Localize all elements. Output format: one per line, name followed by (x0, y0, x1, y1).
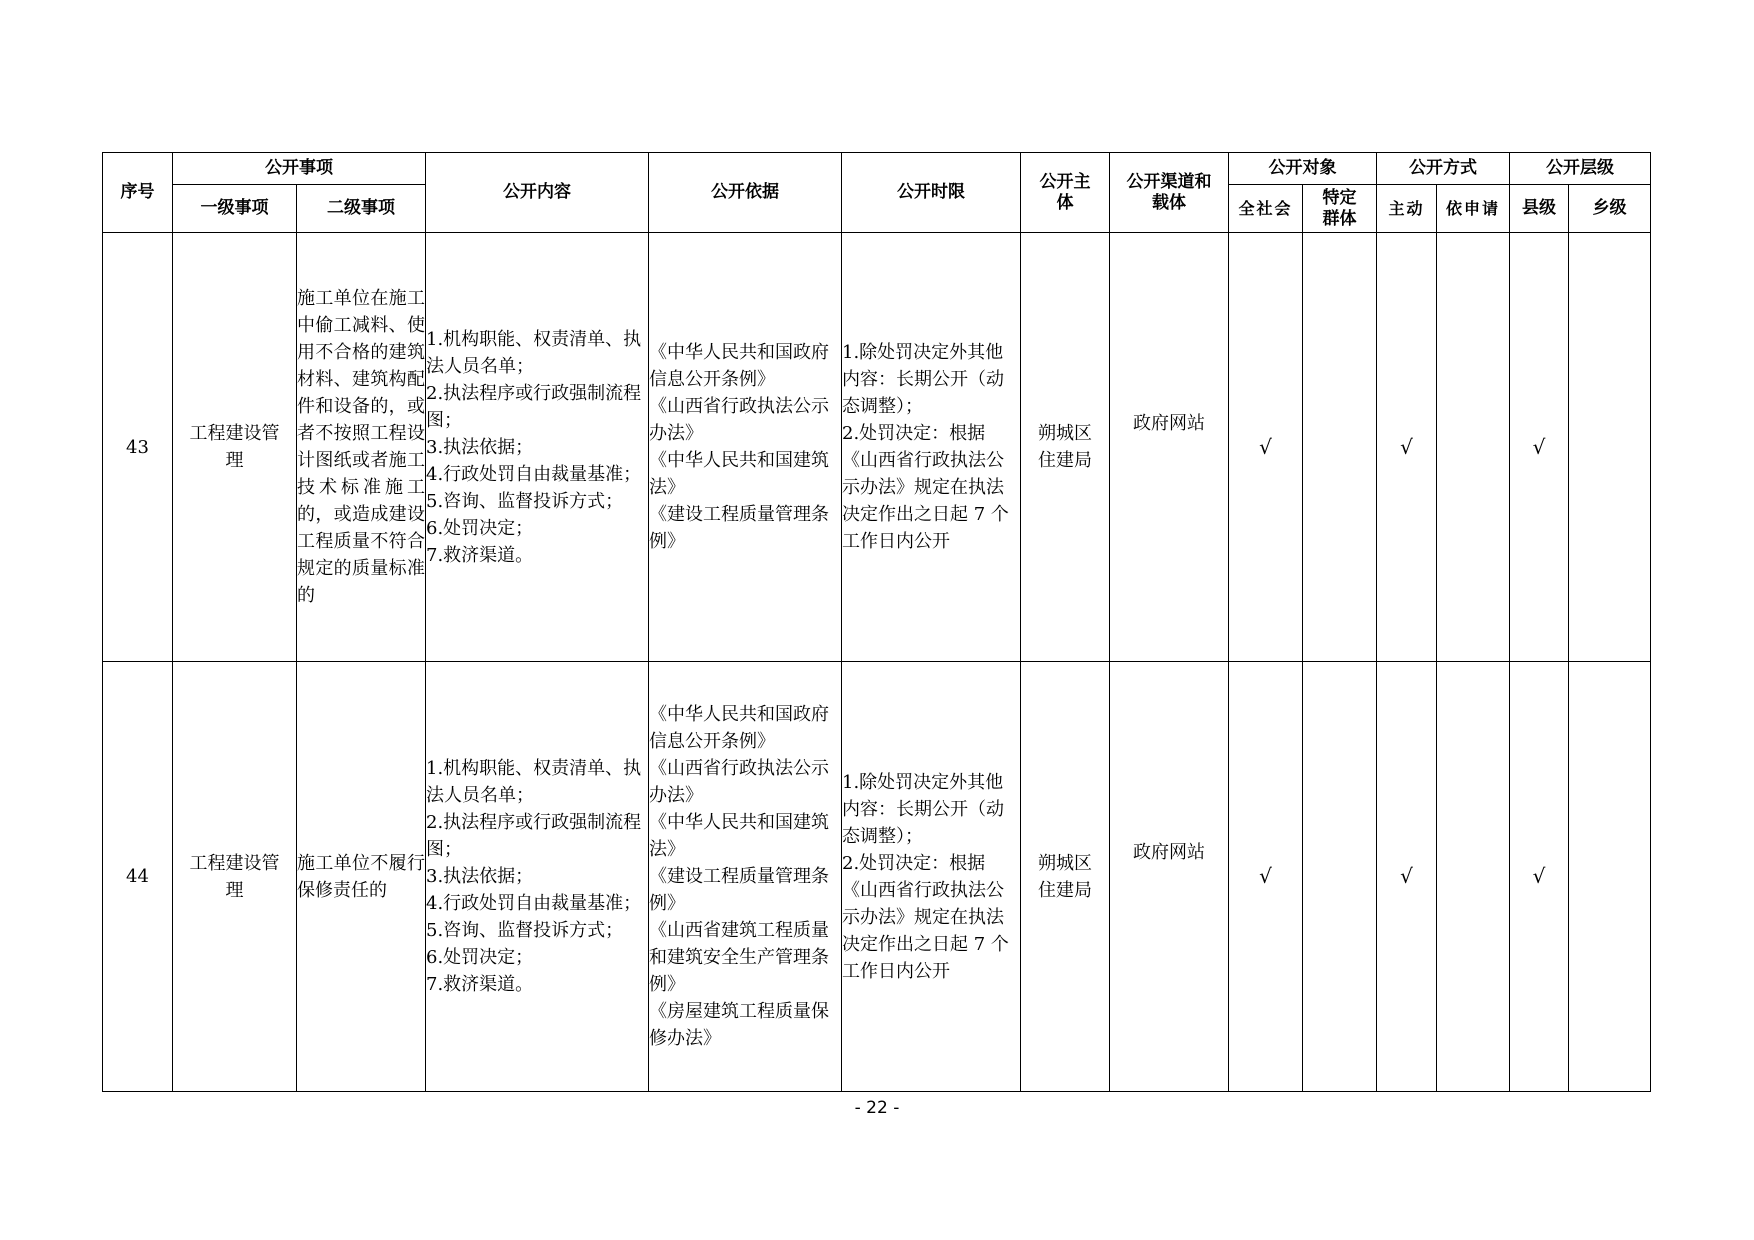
row-method-request-check (1437, 233, 1510, 662)
row-level1: 工程建设管 理 (173, 233, 297, 662)
row-level-county-check: √ (1510, 233, 1569, 662)
row-channel: 政府网站 (1110, 662, 1229, 1092)
row-level1: 工程建设管 理 (173, 662, 297, 1092)
header-target-group: 公开对象 (1229, 153, 1377, 185)
row-target-specific-check (1303, 233, 1377, 662)
header-time-limit: 公开时限 (842, 153, 1021, 233)
header-level-group: 公开层级 (1510, 153, 1651, 185)
row-time-limit: 1.除处罚决定外其他内容：长期公开（动态调整）； 2.处罚决定：根据《山西省行政执法公示办法》规定在执法决定作出之日起 7 个工作日内公开 (842, 233, 1021, 662)
row-level2: 施工单位在施工中偷工减料、使用不合格的建筑材料、建筑构配件和设备的，或者不按照工程设计图纸或者施工技术标准施工的，或造成建设工程质量不符合规定的质量标准的 (297, 233, 426, 662)
table-row (103, 662, 1651, 1092)
header-channel: 公开渠道和 载体 (1110, 153, 1229, 233)
row-subject: 朔城区 住建局 (1021, 233, 1110, 662)
row-content: 1.机构职能、权责清单、执法人员名单； 2.执法程序或行政强制流程图； 3.执法依据； 4.行政处罚自由裁量基准； 5.咨询、监督投诉方式； 6.处罚决定； 7.救济渠道。 (426, 662, 649, 1092)
header-level-county: 县级 (1510, 185, 1569, 233)
row-subject: 朔城区 住建局 (1021, 662, 1110, 1092)
header-content: 公开内容 (426, 153, 649, 233)
table-row (103, 233, 1651, 662)
header-level2: 二级事项 (297, 185, 426, 233)
row-level-county-check: √ (1510, 662, 1569, 1092)
header-items-group: 公开事项 (173, 153, 426, 185)
header-seq: 序号 (103, 153, 173, 233)
disclosure-table (102, 152, 1651, 1092)
header-target-all: 全社会 (1229, 185, 1303, 233)
header-subject: 公开主 体 (1021, 153, 1110, 233)
header-method-request: 依申请 (1437, 185, 1510, 233)
row-method-active-check: √ (1377, 662, 1437, 1092)
row-target-all-check: √ (1229, 233, 1303, 662)
header-target-specific: 特定 群体 (1303, 185, 1377, 233)
row-basis: 《中华人民共和国政府信息公开条例》 《山西省行政执法公示办法》 《中华人民共和国建筑法》 《建设工程质量管理条例》 (649, 233, 842, 662)
row-level2: 施工单位不履行保修责任的 (297, 662, 426, 1092)
row-time-limit: 1.除处罚决定外其他内容：长期公开（动态调整）； 2.处罚决定：根据《山西省行政执法公示办法》规定在执法决定作出之日起 7 个工作日内公开 (842, 662, 1021, 1092)
row-content: 1.机构职能、权责清单、执法人员名单； 2.执法程序或行政强制流程图； 3.执法依据； 4.行政处罚自由裁量基准； 5.咨询、监督投诉方式； 6.处罚决定； 7.救济渠道。 (426, 233, 649, 662)
row-method-request-check (1437, 662, 1510, 1092)
row-level-town-check (1569, 233, 1651, 662)
row-method-active-check: √ (1377, 233, 1437, 662)
header-level-town: 乡级 (1569, 185, 1651, 233)
row-channel: 政府网站 (1110, 233, 1229, 662)
row-target-all-check: √ (1229, 662, 1303, 1092)
row-basis: 《中华人民共和国政府信息公开条例》 《山西省行政执法公示办法》 《中华人民共和国建筑法》 《建设工程质量管理条例》 《山西省建筑工程质量和建筑安全生产管理条例》 《房屋建筑工程质量保修办法》 (649, 662, 842, 1092)
row-seq: 43 (103, 233, 173, 662)
page-number: - 22 - (854, 1098, 900, 1118)
row-level-town-check (1569, 662, 1651, 1092)
row-target-specific-check (1303, 662, 1377, 1092)
header-method-group: 公开方式 (1377, 153, 1510, 185)
header-method-active: 主动 (1377, 185, 1437, 233)
header-basis: 公开依据 (649, 153, 842, 233)
row-seq: 44 (103, 662, 173, 1092)
header-level1: 一级事项 (173, 185, 297, 233)
